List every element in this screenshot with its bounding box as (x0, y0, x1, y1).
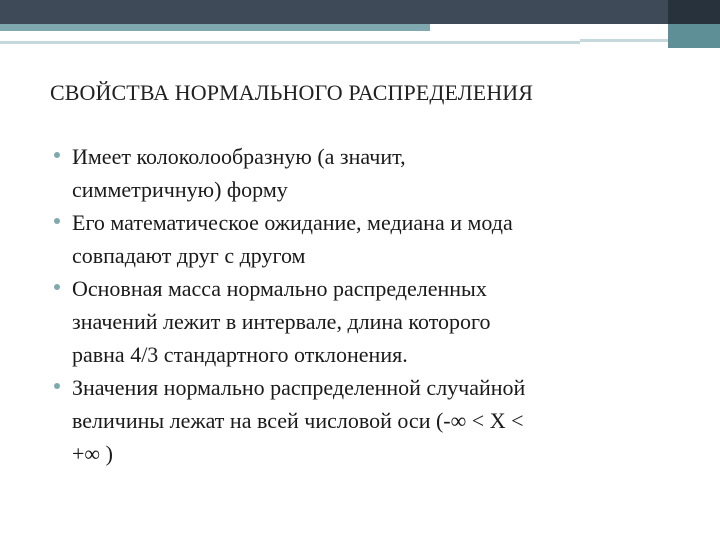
bullet-icon (54, 152, 60, 158)
bullet-icon (54, 284, 60, 290)
bullet-line: равна 4/3 стандартного отклонения. (72, 342, 408, 367)
header-divider-line-right (580, 39, 668, 42)
header-band (0, 0, 720, 24)
bullet-item (50, 140, 690, 206)
bullet-list (50, 140, 690, 470)
bullet-line: Имеет колоколообразную (а значит, (72, 144, 406, 169)
bullet-item (50, 272, 690, 371)
bullet-line: симметричную) форму (72, 177, 288, 202)
bullet-line: Основная масса нормально распределенных (72, 276, 487, 301)
bullet-line: совпадают друг с другом (72, 243, 306, 268)
bullet-icon (54, 383, 60, 389)
slide-title: СВОЙСТВА НОРМАЛЬНОГО РАСПРЕДЕЛЕНИЯ (50, 80, 534, 105)
header-divider-line (0, 41, 580, 44)
bullet-line: Его математическое ожидание, медиана и мода (72, 210, 513, 235)
bullet-line: значений лежит в интервале, длина которого (72, 309, 491, 334)
header-corner-accent (668, 24, 720, 48)
bullet-line: +∞ ) (72, 441, 113, 466)
bullet-icon (54, 218, 60, 224)
bullet-item (50, 371, 690, 470)
bullet-line: величины лежат на всей числовой оси (-∞ < X < (72, 408, 524, 433)
bullet-line: Значения нормально распределенной случайной (72, 375, 526, 400)
bullet-item (50, 206, 690, 272)
